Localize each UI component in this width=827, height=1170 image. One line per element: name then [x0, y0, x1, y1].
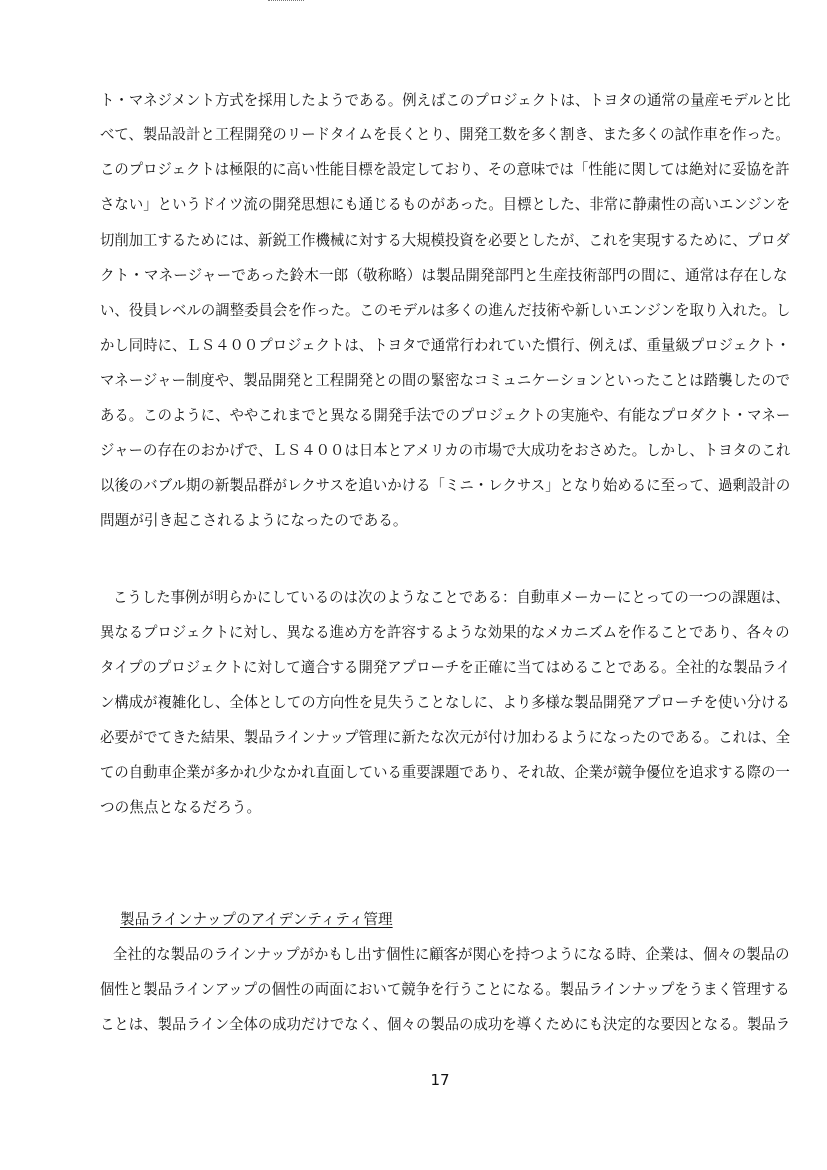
text-line: マネージャー制度や、製品開発と工程開発との間の緊密なコミュニケーションといったことは踏襲したので [100, 372, 791, 389]
text-line: こうした事例が明らかにしているのは次のようなことである：自動車メーカーにとっての一つの課題は、 [113, 589, 790, 606]
text-line: 異なるプロジェクトに対し、異なる進め方を許容するような効果的なメカニズムを作ることであり、各々の [100, 624, 790, 641]
text-line: ての自動車企業が多かれ少なかれ直面している重要課題であり、それ故、企業が競争優位を追求する際の一 [100, 764, 790, 781]
text-line: ジャーの存在のおかげで、ＬＳ４００は日本とアメリカの市場で大成功をおさめた。しかし、トヨタのこれ [100, 442, 791, 459]
text-line: さない」というドイツ流の開発思想にも通じるものがあった。目標とした、非常に静粛性の高いエンジンを [100, 196, 791, 213]
text-line: 個性と製品ラインアップの個性の両面において競争を行うことになる。製品ラインナップをうまく管理する [100, 981, 790, 998]
text-line: かし同時に、ＬＳ４００プロジェクトは、トヨタで通常行われていた慣行、例えば、重量級プロジェクト・ [100, 337, 791, 354]
scan-mark [268, 0, 304, 1]
text-line: ことは、製品ライン全体の成功だけでなく、個々の製品の成功を導くためにも決定的な要因となる。製品ラ [100, 1016, 791, 1033]
text-line: 切削加工するためには、新鋭工作機械に対する大規模投資を必要としたが、これを実現するために、プロダ [100, 232, 790, 249]
text-line: タイプのプロジェクトに対して適合する開発アプローチを正確に当てはめることである。全社的な製品ライ [100, 659, 791, 676]
text-line: べて、製品設計と工程開発のリードタイムを長くとり、開発工数を多く割き、また多くの試作車を作った。 [100, 126, 790, 143]
text-line: 問題が引き起こされるようになったのである。 [100, 512, 408, 529]
text-line: い、役員レベルの調整委員会を作った。このモデルは多くの進んだ技術や新しいエンジンを取り入れた。し [100, 302, 791, 319]
text-line: ト・マネジメント方式を採用したようである。例えばこのプロジェクトは、トヨタの通常の量産モデルと比 [100, 92, 791, 109]
text-line: 全社的な製品のラインナップがかもし出す個性に顧客が関心を持つようになる時、企業は、個々の製品の [113, 946, 790, 963]
text-line: ある。このように、ややこれまでと異なる開発手法でのプロジェクトの実施や、有能なプロダクト・マネー [100, 407, 791, 424]
page-number: 17 [430, 1071, 450, 1089]
text-line: 以後のバブル期の新製品群がレクサスを追いかける「ミニ・レクサス」となり始めるに至って、過剰設計の [100, 477, 791, 494]
text-line: クト・マネージャーであった鈴木一郎（敬称略）は製品開発部門と生産技術部門の間に、通常は存在しな [100, 267, 788, 284]
text-line: ン構成が複雑化し、全体としての方向性を見失うことなしに、より多様な製品開発アプローチを使い分ける [100, 694, 790, 711]
text-line: このプロジェクトは極限的に高い性能目標を設定しており、その意味では「性能に関しては絶対に妥協を許 [100, 161, 790, 178]
text-line: 必要がでてきた結果、製品ラインナップ管理に新たな次元が付け加わるようになったのである。これは、全 [100, 729, 791, 746]
section-heading: 製品ラインナップのアイデンティティ管理 [120, 911, 393, 928]
text-line: つの焦点となるだろう。 [100, 799, 262, 816]
